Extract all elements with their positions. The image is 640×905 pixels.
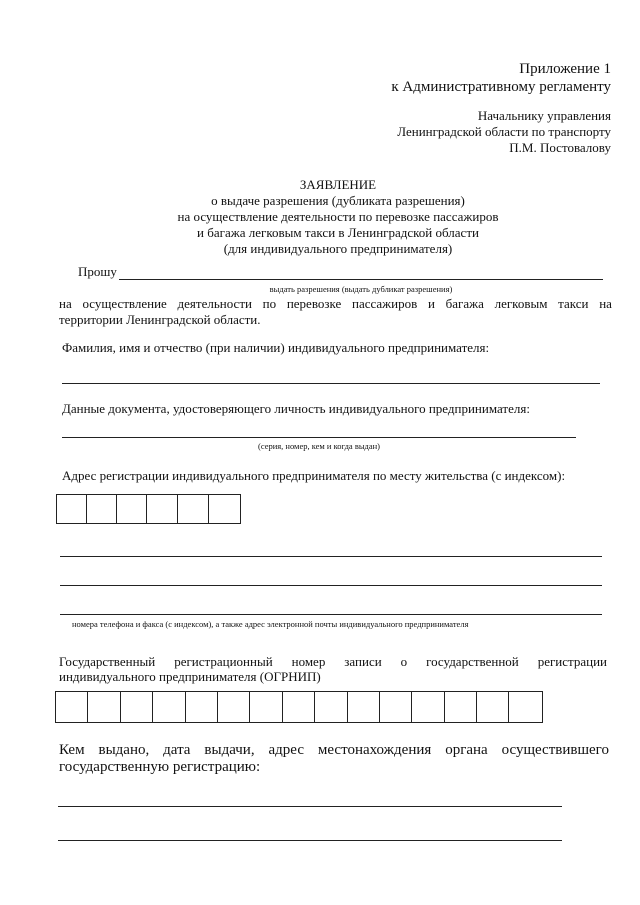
document-title: ЗАЯВЛЕНИЕ <box>299 177 377 192</box>
word: и <box>427 296 435 311</box>
issued-label-line1 <box>59 742 609 759</box>
ogrnip-box[interactable] <box>412 692 444 722</box>
ogrnip-box[interactable] <box>380 692 412 722</box>
ogrnip-box[interactable] <box>88 692 120 722</box>
ogrnip-boxes[interactable] <box>55 691 543 723</box>
issued-label-line2: государственную регистрацию: <box>59 759 261 775</box>
word: адрес <box>268 742 304 758</box>
word: Государственный <box>59 654 156 669</box>
title-line3: и багажа легковым такси в Ленинградской области <box>197 225 479 240</box>
recipient-name: П.М. Постовалову <box>509 140 611 155</box>
phone-hint: номера телефона и факса (с индексом), а также адрес электронной почты индивидуального предпринимателя <box>72 619 469 629</box>
request-hint: выдать разрешения (выдать дубликат разрешения) <box>269 284 453 294</box>
fio-input-line[interactable] <box>62 383 600 384</box>
index-box[interactable] <box>209 495 240 523</box>
word: местонахождения <box>317 742 432 758</box>
issued-input-line1[interactable] <box>58 806 562 807</box>
word: регистрационный <box>174 654 273 669</box>
word: багажа <box>445 296 484 311</box>
ogrnip-label-line2: индивидуального предпринимателя (ОГРНИП) <box>59 669 321 684</box>
index-box[interactable] <box>57 495 87 523</box>
word: органа <box>445 742 488 758</box>
word: Кем <box>59 742 85 758</box>
ogrnip-box[interactable] <box>153 692 185 722</box>
ogrnip-box[interactable] <box>348 692 380 722</box>
word: пассажиров <box>351 296 418 311</box>
appendix-title: Приложение 1 <box>519 61 611 77</box>
ogrnip-box[interactable] <box>56 692 88 722</box>
title-line1: о выдаче разрешения (дубликата разрешения) <box>211 193 465 208</box>
title-line4: (для индивидуального предпринимателя) <box>223 241 453 256</box>
recipient-line1: Начальнику управления <box>477 108 611 123</box>
word: деятельности <box>177 296 252 311</box>
address-input-line1[interactable] <box>60 556 602 557</box>
ogrnip-box[interactable] <box>509 692 541 722</box>
word: на <box>59 296 72 311</box>
word: регистрации <box>537 654 607 669</box>
word: дата <box>163 742 191 758</box>
word: записи <box>344 654 382 669</box>
ogrnip-box[interactable] <box>477 692 509 722</box>
ogrnip-box[interactable] <box>445 692 477 722</box>
recipient-line2: Ленинградской области по транспорту <box>397 124 611 139</box>
doc-input-line[interactable] <box>62 437 576 438</box>
word: выдачи, <box>204 742 255 758</box>
address-label: Адрес регистрации индивидуального предпринимателя по месту жительства (с индексом): <box>62 468 566 483</box>
word: о <box>400 654 408 669</box>
postal-index-boxes[interactable] <box>56 494 241 524</box>
word: перевозке <box>286 296 342 311</box>
index-box[interactable] <box>87 495 117 523</box>
word: номер <box>291 654 326 669</box>
ogrnip-box[interactable] <box>186 692 218 722</box>
ogrnip-box[interactable] <box>218 692 250 722</box>
index-box[interactable] <box>178 495 209 523</box>
regulation-reference: к Административному регламенту <box>391 79 611 95</box>
ogrnip-box[interactable] <box>250 692 282 722</box>
index-box[interactable] <box>147 495 178 523</box>
request-line1 <box>59 296 612 312</box>
ogrnip-box[interactable] <box>315 692 347 722</box>
word: по <box>262 296 277 311</box>
issued-input-line2[interactable] <box>58 840 562 841</box>
doc-label: Данные документа, удостоверяющего личность индивидуального предпринимателя: <box>62 401 530 416</box>
word: государственной <box>426 654 519 669</box>
address-input-line2[interactable] <box>60 585 602 586</box>
word: выдано, <box>98 742 150 758</box>
request-input-line[interactable] <box>119 279 603 280</box>
index-box[interactable] <box>117 495 147 523</box>
word: на <box>599 296 612 311</box>
word: легковым <box>494 296 548 311</box>
request-label: Прошу <box>78 264 117 279</box>
phone-input-line[interactable] <box>60 614 602 615</box>
ogrnip-label-line1 <box>59 654 607 670</box>
ogrnip-box[interactable] <box>121 692 153 722</box>
word: такси <box>558 296 589 311</box>
ogrnip-box[interactable] <box>283 692 315 722</box>
word: осуществившего <box>501 742 609 758</box>
word: осуществление <box>82 296 167 311</box>
doc-hint: (серия, номер, кем и когда выдан) <box>257 441 381 451</box>
fio-label: Фамилия, имя и отчество (при наличии) индивидуального предпринимателя: <box>62 340 490 355</box>
request-line2: территории Ленинградской области. <box>59 312 261 327</box>
title-line2: на осуществление деятельности по перевозке пассажиров <box>177 209 499 224</box>
